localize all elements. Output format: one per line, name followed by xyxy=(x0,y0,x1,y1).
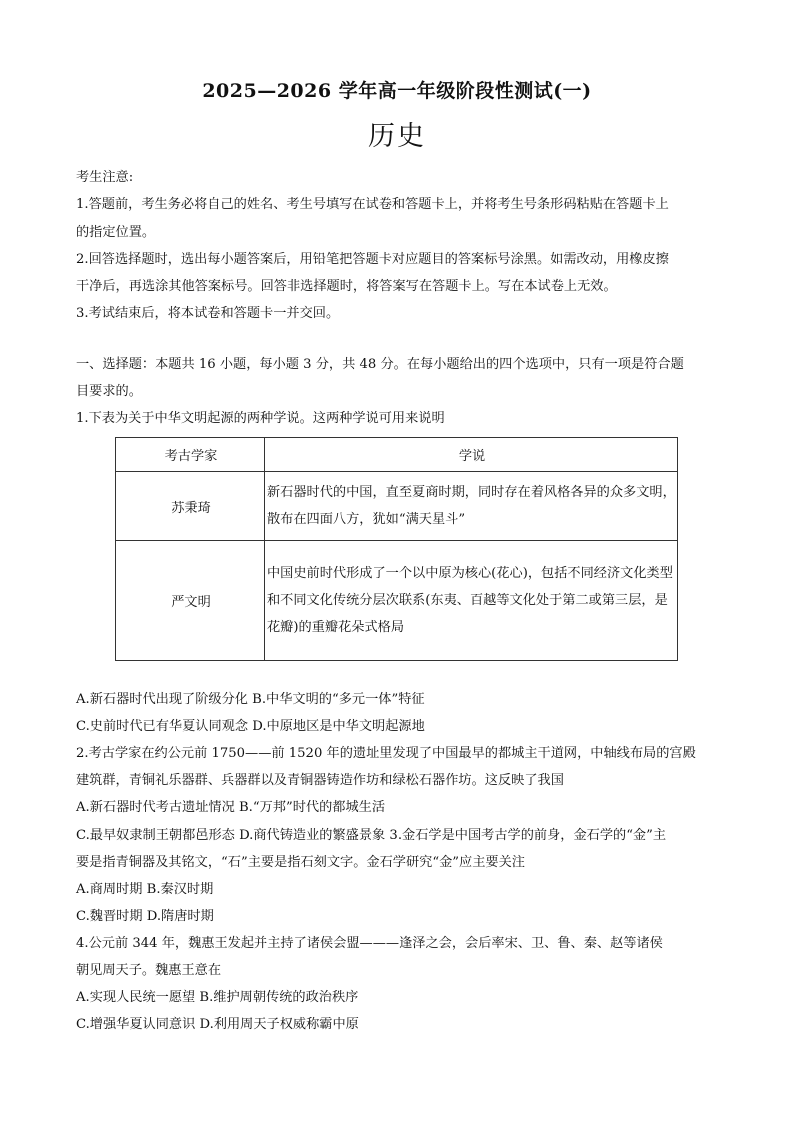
table-header-scholar: 考古学家 xyxy=(116,438,265,472)
table-cell-theory: 中国史前时代形成了一个以中原为核心(花心)，包括不同经济文化类型和不同文化传统分层次联系(东夷、百越等文化处于第二或第三层，是花瓣)的重瓣花朵式格局 xyxy=(265,541,678,661)
table-header-row xyxy=(116,438,678,472)
table-row xyxy=(116,472,678,541)
table-cell-theory: 新石器时代的中国，直至夏商时期，同时存在着风格各异的众多文明，散布在四面八方，犹如“满天星斗” xyxy=(265,472,678,541)
notice-heading: 考生注意: xyxy=(76,170,134,185)
notice-item-1-line-2: 的指定位置。 xyxy=(76,225,156,240)
question-1-options-cd: C.史前时代已有华夏认同观念 D.中原地区是中华文明起源地 xyxy=(76,719,425,734)
question-3-stem-line-2: 要是指青铜器及其铭文，“石”主要是指石刻文字。金石学研究“金”应主要关注 xyxy=(76,855,525,870)
question-4-stem-line-1: 4.公元前 344 年，魏惠王发起并主持了诸侯会盟———逢泽之会，会后率宋、卫、鲁、秦、赵等诸侯 xyxy=(76,936,663,951)
section-intro-line-1: 一、选择题：本题共 16 小题，每小题 3 分，共 48 分。在每小题给出的四个选项中，只有一项是符合题 xyxy=(76,357,684,372)
question-2-options-ab: A.新石器时代考古遗址情况 B.“万邦”时代的都城生活 xyxy=(76,800,386,815)
table-row xyxy=(116,541,678,661)
table-cell-scholar: 严文明 xyxy=(116,541,265,661)
notice-item-2-line-2: 干净后，再选涂其他答案标号。回答非选择题时，将答案写在答题卡上。写在本试卷上无效。 xyxy=(76,279,617,294)
notice-item-3: 3.考试结束后，将本试卷和答题卡一并交回。 xyxy=(76,306,340,321)
notice-item-2-line-1: 2.回答选择题时，选出每小题答案后，用铅笔把答题卡对应题目的答案标号涂黑。如需改动，用橡皮擦 xyxy=(76,252,669,267)
origin-theories-table xyxy=(115,437,678,661)
question-4-options-cd: C.增强华夏认同意识 D.利用周天子权威称霸中原 xyxy=(76,1017,359,1032)
table-header-theory: 学说 xyxy=(265,438,678,472)
table-cell-scholar: 苏秉琦 xyxy=(116,472,265,541)
question-3-options-cd: C.魏晋时期 D.隋唐时期 xyxy=(76,909,214,924)
question-4-stem-line-2: 朝见周天子。魏惠王意在 xyxy=(76,963,222,978)
question-2-stem-line-1: 2.考古学家在约公元前 1750——前 1520 年的遗址里发现了中国最早的都城主干道网，中轴线布局的宫殿 xyxy=(76,746,696,761)
question-1-options-ab: A.新石器时代出现了阶级分化 B.中华文明的“多元一体”特征 xyxy=(76,692,425,707)
question-3-options-ab: A.商周时期 B.秦汉时期 xyxy=(76,882,214,897)
subject-title: 历史 xyxy=(368,121,426,152)
notice-item-1-line-1: 1.答题前，考生务必将自己的姓名、考生号填写在试卷和答题卡上，并将考生号条形码粘贴在答题卡上 xyxy=(76,197,669,212)
question-4-options-ab: A.实现人民统一愿望 B.维护周朝传统的政治秩序 xyxy=(76,990,359,1005)
section-intro-line-2: 目要求的。 xyxy=(76,384,142,399)
exam-title: 2025—2026 学年高一年级阶段性测试(一) xyxy=(202,80,592,102)
question-1-stem: 1.下表为关于中华文明起源的两种学说。这两种学说可用来说明 xyxy=(76,411,445,426)
question-2-options-cd-question-3-line-1: C.最早奴隶制王朝都邑形态 D.商代铸造业的繁盛景象 3.金石学是中国考古学的前身，金石学的“金”主 xyxy=(76,828,667,843)
question-2-stem-line-2: 建筑群，青铜礼乐器群、兵器群以及青铜器铸造作坊和绿松石器作坊。这反映了我国 xyxy=(76,773,564,788)
